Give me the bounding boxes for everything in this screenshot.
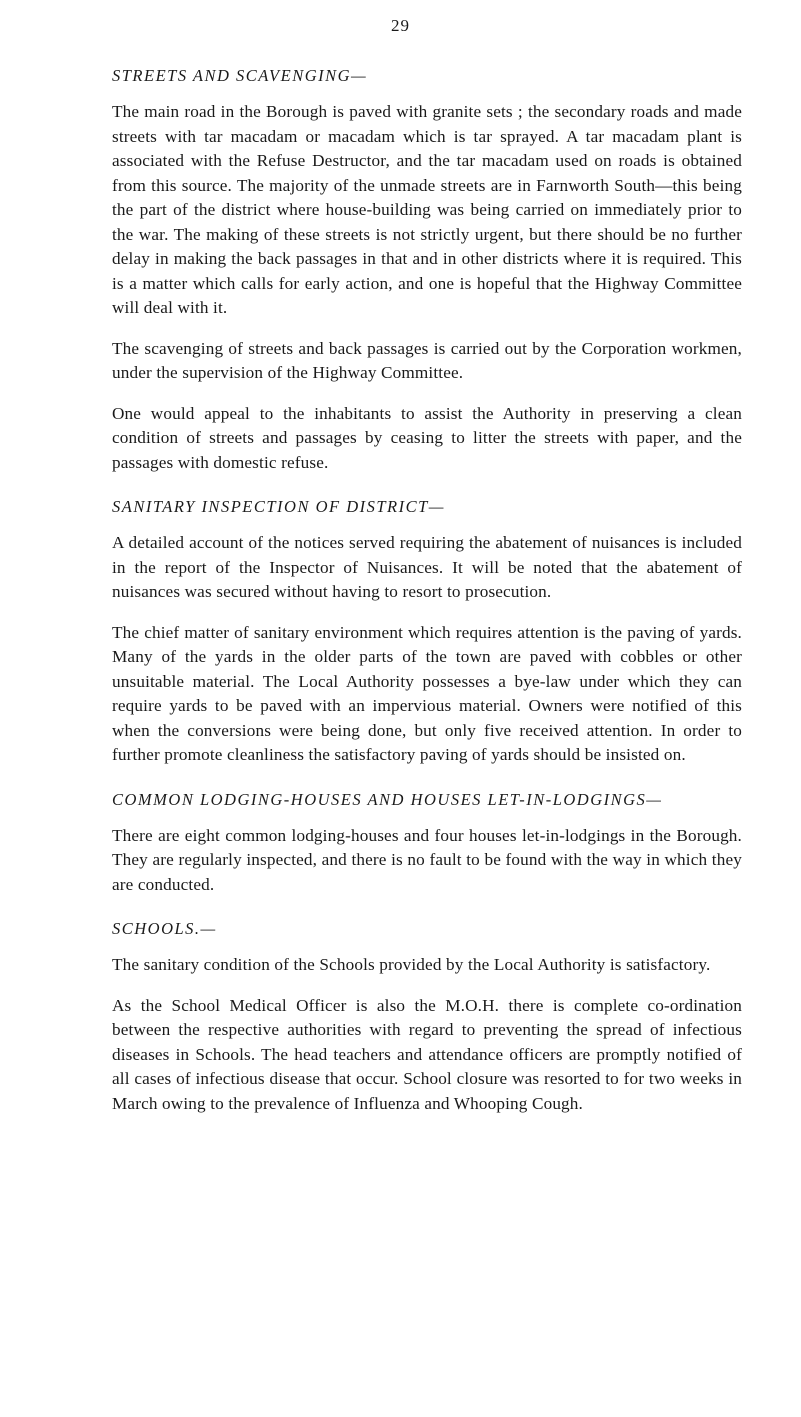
section-sanitary-inspection <box>112 497 742 768</box>
section-lodging-houses <box>112 790 742 898</box>
section-heading: STREETS AND SCAVENGING— <box>112 66 368 85</box>
paragraph: The chief matter of sanitary environment which requires attention is the paving of yards. Many of the yards in the older parts of the town are paved with cobbles or other unsuitable material. The Local Authority possesses a bye-law under which they can require yards to be paved with an impervious material. Owners were notified of this when the conversions were being done, but only five received attention. In order to further promote cleanliness the satisfactory paving of yards should be insisted on. <box>112 622 742 764</box>
section-heading: SANITARY INSPECTION OF DISTRICT— <box>112 497 445 516</box>
paragraph: The main road in the Borough is paved with granite sets ; the secondary roads and made streets with tar macadam or macadam which is tar sprayed. A tar macadam plant is associated with the Refuse Destructor, and the tar macadam used on roads is obtained from this source. The majority of the unmade streets are in Farnworth South—this being the part of the district where house-building was being carried on immediately prior to the war. The making of these streets is not strictly urgent, but there should be no further delay in making the back passages in that and in other districts where it is required. This is a matter which calls for early action, and one is hopeful that the Highway Committee will deal with it. <box>112 102 742 317</box>
section-streets <box>112 66 742 475</box>
section-schools <box>112 919 742 1116</box>
section-heading: COMMON LODGING-HOUSES AND HOUSES LET-IN-LODGINGS— <box>112 789 663 809</box>
paragraph: One would appeal to the inhabitants to assist the Authority in preserving a clean condition of streets and passages by ceasing to litter the streets with paper, and the passages with domestic refuse. <box>112 403 742 472</box>
document-body <box>112 44 742 1132</box>
paragraph: The scavenging of streets and back passages is carried out by the Corporation workmen, under the supervision of the Highway Committee. <box>112 338 742 382</box>
paragraph: The sanitary condition of the Schools provided by the Local Authority is satisfactory. <box>112 955 711 974</box>
paragraph: A detailed account of the notices served requiring the abatement of nuisances is included in the report of the Inspector of Nuisances. It will be noted that the abatement of nuisances was secured without having to resort to prosecution. <box>112 533 742 601</box>
section-heading: SCHOOLS.— <box>112 919 217 938</box>
paragraph: There are eight common lodging-houses and four houses let-in-lodgings in the Borough. They are regularly inspected, and there is no fault to be found with the way in which they are conducted. <box>112 825 742 894</box>
paragraph: As the School Medical Officer is also the M.O.H. there is complete co-ordination between the respective authorities with regard to preventing the spread of infectious diseases in Schools. The head teachers and attendance officers are promptly notified of all cases of infectious disease that occur. School closure was resorted to for two weeks in March owing to the prevalence of Influenza and Whooping Cough. <box>112 995 742 1113</box>
page-number: 29 <box>391 16 410 35</box>
